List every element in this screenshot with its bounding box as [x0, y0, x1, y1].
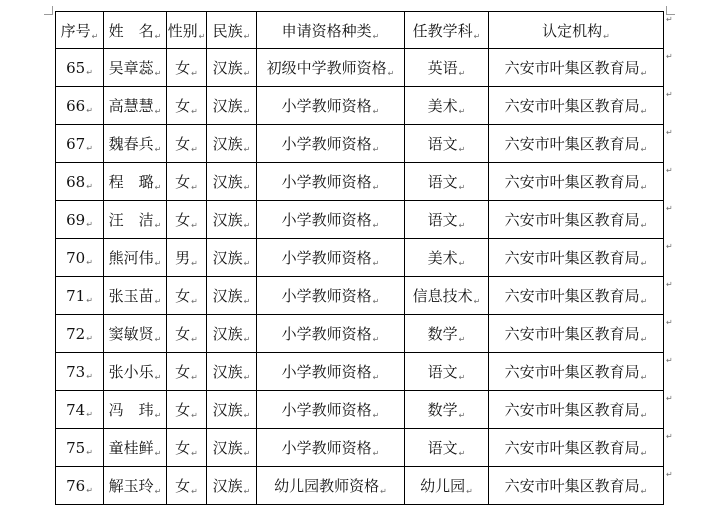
- paragraph-mark: ↵: [154, 69, 162, 78]
- cell-gender: [167, 429, 207, 467]
- cell-subject-text: 美术: [427, 249, 458, 267]
- paragraph-mark: ↵: [640, 487, 648, 496]
- paragraph-mark: ↵: [86, 181, 93, 191]
- row-end-mark: ↵: [666, 470, 673, 479]
- cell-certifying-body: [489, 353, 664, 391]
- cell-certifying-body-text: 六安市叶集区教育局: [504, 363, 640, 381]
- paragraph-mark: ↵: [372, 297, 380, 306]
- cell-gender: [167, 239, 207, 277]
- paragraph-mark: ↵: [243, 297, 251, 306]
- cell-qualification-type-text: 小学教师资格: [281, 173, 372, 191]
- paragraph-mark: ↵: [458, 449, 466, 458]
- paragraph-mark: ↵: [154, 449, 162, 458]
- paragraph-mark: ↵: [191, 145, 198, 154]
- cell-subject: [405, 125, 489, 163]
- cell-ethnicity: [207, 277, 257, 315]
- cell-gender-text: 女: [175, 173, 191, 191]
- paragraph-mark: ↵: [458, 373, 466, 382]
- cell-certifying-body: [489, 467, 664, 505]
- cell-ethnicity-text: 汉族: [212, 401, 243, 419]
- cell-gender: [167, 391, 207, 429]
- table-row: [56, 87, 664, 125]
- row-end-mark: ↵: [666, 90, 673, 99]
- cell-certifying-body: [489, 277, 664, 315]
- cell-certifying-body-text: 六安市叶集区教育局: [504, 59, 640, 77]
- cell-qualification-type-text: 小学教师资格: [281, 439, 372, 457]
- cell-gender-text: 女: [175, 401, 191, 419]
- cell-gender-text: 女: [175, 363, 191, 381]
- table-row: [56, 353, 664, 391]
- cell-qualification-type-text: 小学教师资格: [281, 363, 372, 381]
- cell-name-text: 程 璐: [108, 173, 154, 191]
- cell-certifying-body-text: 六安市叶集区教育局: [504, 477, 640, 495]
- paragraph-mark: ↵: [86, 447, 93, 457]
- paragraph-mark: ↵: [640, 449, 648, 458]
- cell-name-text: 熊河伟: [108, 249, 154, 267]
- cell-qualification-type: [257, 163, 405, 201]
- header-name: 姓 名↵: [104, 12, 167, 49]
- cell-subject-text: 美术: [427, 97, 458, 115]
- paragraph-mark: ↵: [243, 449, 251, 458]
- cell-qualification-type: [257, 391, 405, 429]
- paragraph-mark: ↵: [191, 107, 198, 116]
- cell-gender: [167, 467, 207, 505]
- row-end-mark: ↵: [666, 356, 673, 365]
- cell-name-text: 冯 玮: [108, 401, 154, 419]
- cell-number: [56, 163, 104, 201]
- header-gender: 性别↵: [167, 12, 207, 49]
- paragraph-mark: ↵: [191, 69, 198, 78]
- paragraph-mark: ↵: [372, 373, 380, 382]
- cell-gender: [167, 353, 207, 391]
- table-header-row: [56, 12, 664, 49]
- table-row: [56, 277, 664, 315]
- cell-gender: [167, 87, 207, 125]
- cell-certifying-body-text: 六安市叶集区教育局: [504, 325, 640, 343]
- paragraph-mark: ↵: [191, 411, 198, 420]
- row-end-mark: ↵: [666, 204, 673, 213]
- cell-subject-text: 语文: [427, 173, 458, 191]
- cell-name-text: 高慧慧: [108, 97, 154, 115]
- paragraph-mark: ↵: [243, 259, 251, 268]
- cell-ethnicity-text: 汉族: [212, 363, 243, 381]
- cell-ethnicity: [207, 467, 257, 505]
- cell-gender-text: 女: [175, 211, 191, 229]
- cell-ethnicity-text: 汉族: [212, 325, 243, 343]
- cell-certifying-body-text: 六安市叶集区教育局: [504, 287, 640, 305]
- cell-certifying-body: [489, 429, 664, 467]
- header-qualification-type: 申请资格种类↵: [257, 12, 405, 49]
- cell-qualification-type: [257, 49, 405, 87]
- paragraph-mark: ↵: [243, 69, 251, 78]
- paragraph-mark: ↵: [640, 183, 648, 192]
- cell-subject-text: 语文: [427, 135, 458, 153]
- cell-subject-text: 语文: [427, 363, 458, 381]
- cell-certifying-body: [489, 49, 664, 87]
- cell-subject: [405, 277, 489, 315]
- paragraph-mark: ↵: [640, 411, 648, 420]
- paragraph-mark: ↵: [191, 335, 198, 344]
- cell-gender-text: 男: [175, 249, 191, 267]
- cell-number: [56, 201, 104, 239]
- cell-qualification-type-text: 初级中学教师资格: [266, 59, 387, 77]
- header-ethnicity: 民族↵: [207, 12, 257, 49]
- paragraph-mark: ↵: [640, 297, 648, 306]
- cell-certifying-body: [489, 201, 664, 239]
- cell-subject: [405, 467, 489, 505]
- cell-ethnicity-text: 汉族: [212, 477, 243, 495]
- cell-ethnicity: [207, 429, 257, 467]
- cell-gender-text: 女: [175, 59, 191, 77]
- paragraph-mark: ↵: [86, 485, 93, 495]
- cell-ethnicity-text: 汉族: [212, 173, 243, 191]
- cell-number-text: 72: [66, 324, 86, 343]
- cell-subject-text: 语文: [427, 439, 458, 457]
- cell-qualification-type-text: 小学教师资格: [281, 287, 372, 305]
- paragraph-mark: ↵: [372, 335, 380, 344]
- table-row: [56, 467, 664, 505]
- cell-subject-text: 数学: [427, 325, 458, 343]
- cell-name-text: 魏春兵: [108, 135, 154, 153]
- header-subject: 任教学科↵: [405, 12, 489, 49]
- paragraph-mark: ↵: [86, 371, 93, 381]
- cell-ethnicity: [207, 315, 257, 353]
- paragraph-mark: ↵: [640, 335, 648, 344]
- cell-subject-text: 数学: [427, 401, 458, 419]
- cell-number: [56, 239, 104, 277]
- cell-gender: [167, 201, 207, 239]
- cell-gender-text: 女: [175, 477, 191, 495]
- cell-qualification-type-text: 小学教师资格: [281, 97, 372, 115]
- cell-subject: [405, 49, 489, 87]
- paragraph-mark: ↵: [640, 221, 648, 230]
- paragraph-mark: ↵: [243, 411, 251, 420]
- cell-qualification-type: [257, 201, 405, 239]
- paragraph-mark: ↵: [473, 297, 481, 306]
- cell-name-text: 吴章蕊: [108, 59, 154, 77]
- cell-subject-text: 语文: [427, 211, 458, 229]
- cell-certifying-body-text: 六安市叶集区教育局: [504, 249, 640, 267]
- paragraph-mark: ↵: [154, 221, 162, 230]
- paragraph-mark: ↵: [372, 145, 380, 154]
- cell-ethnicity: [207, 353, 257, 391]
- paragraph-mark: ↵: [86, 105, 93, 115]
- cell-certifying-body: [489, 163, 664, 201]
- cell-number-text: 73: [66, 362, 86, 381]
- cell-qualification-type: [257, 125, 405, 163]
- paragraph-mark: ↵: [640, 69, 648, 78]
- paragraph-mark: ↵: [243, 145, 251, 154]
- paragraph-mark: ↵: [640, 373, 648, 382]
- cell-subject: [405, 201, 489, 239]
- cell-name: [104, 125, 167, 163]
- cell-name: [104, 315, 167, 353]
- page-corner-mark-right: [666, 6, 675, 15]
- cell-number: [56, 315, 104, 353]
- cell-number-text: 75: [66, 438, 86, 457]
- cell-number-text: 67: [66, 134, 86, 153]
- cell-name-text: 童桂鲜: [108, 439, 154, 457]
- cell-qualification-type: [257, 277, 405, 315]
- cell-gender: [167, 277, 207, 315]
- cell-name-text: 张小乐: [108, 363, 154, 381]
- cell-qualification-type-text: 小学教师资格: [281, 249, 372, 267]
- cell-certifying-body: [489, 391, 664, 429]
- cell-ethnicity: [207, 87, 257, 125]
- paragraph-mark: ↵: [243, 487, 251, 496]
- cell-qualification-type: [257, 239, 405, 277]
- paragraph-mark: ↵: [86, 333, 93, 343]
- row-end-mark: ↵: [666, 166, 673, 175]
- cell-number-text: 76: [66, 476, 86, 495]
- cell-number-text: 66: [66, 96, 86, 115]
- paragraph-mark: ↵: [466, 487, 473, 496]
- cell-number-text: 70: [66, 248, 86, 267]
- row-end-mark: ↵: [666, 432, 673, 441]
- cell-ethnicity-text: 汉族: [212, 287, 243, 305]
- cell-certifying-body-text: 六安市叶集区教育局: [504, 211, 640, 229]
- paragraph-mark: ↵: [243, 221, 251, 230]
- cell-qualification-type-text: 小学教师资格: [281, 211, 372, 229]
- row-end-mark: ↵: [666, 15, 673, 24]
- cell-ethnicity: [207, 391, 257, 429]
- paragraph-mark: ↵: [154, 145, 162, 154]
- cell-ethnicity: [207, 201, 257, 239]
- paragraph-mark: ↵: [191, 487, 198, 496]
- paragraph-mark: ↵: [372, 183, 380, 192]
- paragraph-mark: ↵: [86, 295, 93, 305]
- cell-name-text: 汪 洁: [108, 211, 154, 229]
- table-row: [56, 201, 664, 239]
- paragraph-mark: ↵: [372, 259, 380, 268]
- cell-gender: [167, 163, 207, 201]
- cell-ethnicity-text: 汉族: [212, 59, 243, 77]
- paragraph-mark: ↵: [154, 297, 162, 306]
- header-certifying-body: 认定机构↵: [489, 12, 664, 49]
- cell-certifying-body-text: 六安市叶集区教育局: [504, 439, 640, 457]
- cell-number: [56, 277, 104, 315]
- paragraph-mark: ↵: [387, 69, 395, 78]
- cell-qualification-type-text: 小学教师资格: [281, 401, 372, 419]
- paragraph-mark: ↵: [154, 259, 162, 268]
- row-end-mark: ↵: [666, 394, 673, 403]
- cell-subject: [405, 163, 489, 201]
- paragraph-mark: ↵: [458, 69, 466, 78]
- paragraph-mark: ↵: [191, 221, 198, 230]
- cell-number: [56, 87, 104, 125]
- cell-ethnicity-text: 汉族: [212, 135, 243, 153]
- paragraph-mark: ↵: [372, 107, 380, 116]
- cell-gender-text: 女: [175, 97, 191, 115]
- paragraph-mark: ↵: [458, 335, 466, 344]
- cell-ethnicity: [207, 49, 257, 87]
- cell-gender-text: 女: [175, 287, 191, 305]
- cell-gender: [167, 49, 207, 87]
- paragraph-mark: ↵: [86, 67, 93, 77]
- paragraph-mark: ↵: [640, 107, 648, 116]
- table-row: [56, 429, 664, 467]
- paragraph-mark: ↵: [86, 409, 93, 419]
- cell-name: [104, 49, 167, 87]
- paragraph-mark: ↵: [191, 183, 198, 192]
- row-end-mark: ↵: [666, 52, 673, 61]
- paragraph-mark: ↵: [154, 373, 162, 382]
- cell-qualification-type: [257, 353, 405, 391]
- paragraph-mark: ↵: [86, 257, 93, 267]
- table-row: [56, 239, 664, 277]
- paragraph-mark: ↵: [458, 107, 466, 116]
- paragraph-mark: ↵: [243, 107, 251, 116]
- table-row: [56, 315, 664, 353]
- paragraph-mark: ↵: [191, 373, 198, 382]
- cell-name: [104, 429, 167, 467]
- cell-certifying-body-text: 六安市叶集区教育局: [504, 401, 640, 419]
- cell-ethnicity: [207, 163, 257, 201]
- cell-subject: [405, 315, 489, 353]
- paragraph-mark: ↵: [458, 411, 466, 420]
- cell-certifying-body-text: 六安市叶集区教育局: [504, 135, 640, 153]
- paragraph-mark: ↵: [191, 297, 198, 306]
- paragraph-mark: ↵: [640, 259, 648, 268]
- cell-number: [56, 429, 104, 467]
- cell-ethnicity: [207, 125, 257, 163]
- cell-gender: [167, 315, 207, 353]
- cell-gender-text: 女: [175, 439, 191, 457]
- paragraph-mark: ↵: [154, 183, 162, 192]
- cell-number-text: 71: [66, 286, 86, 305]
- table-row: [56, 49, 664, 87]
- cell-certifying-body: [489, 125, 664, 163]
- cell-ethnicity-text: 汉族: [212, 211, 243, 229]
- paragraph-mark: ↵: [154, 107, 162, 116]
- cell-qualification-type: [257, 429, 405, 467]
- cell-qualification-type-text: 幼儿园教师资格: [274, 477, 380, 495]
- cell-subject: [405, 239, 489, 277]
- cell-certifying-body-text: 六安市叶集区教育局: [504, 97, 640, 115]
- row-end-mark: ↵: [666, 242, 673, 251]
- row-end-mark: ↵: [666, 280, 673, 289]
- paragraph-mark: ↵: [372, 449, 380, 458]
- page-corner-mark-left: [44, 6, 53, 15]
- cell-subject: [405, 391, 489, 429]
- cell-certifying-body: [489, 239, 664, 277]
- cell-certifying-body: [489, 87, 664, 125]
- cell-qualification-type-text: 小学教师资格: [281, 325, 372, 343]
- cell-name: [104, 277, 167, 315]
- paragraph-mark: ↵: [243, 335, 251, 344]
- cell-certifying-body-text: 六安市叶集区教育局: [504, 173, 640, 191]
- paragraph-mark: ↵: [458, 145, 466, 154]
- cell-number-text: 65: [66, 58, 86, 77]
- cell-ethnicity-text: 汉族: [212, 439, 243, 457]
- cell-gender-text: 女: [175, 135, 191, 153]
- cell-qualification-type: [257, 467, 405, 505]
- paragraph-mark: ↵: [458, 259, 466, 268]
- table-row: [56, 125, 664, 163]
- paragraph-mark: ↵: [86, 219, 93, 229]
- cell-name: [104, 467, 167, 505]
- cell-qualification-type: [257, 87, 405, 125]
- cell-name: [104, 163, 167, 201]
- table-row: [56, 163, 664, 201]
- cell-name: [104, 239, 167, 277]
- paragraph-mark: ↵: [640, 145, 648, 154]
- document-page: [55, 11, 663, 507]
- cell-subject: [405, 87, 489, 125]
- header-number: 序号↵: [56, 12, 104, 49]
- paragraph-mark: ↵: [458, 221, 466, 230]
- paragraph-mark: ↵: [154, 411, 162, 420]
- cell-number-text: 74: [66, 400, 86, 419]
- cell-subject: [405, 429, 489, 467]
- cell-subject-text: 英语: [427, 59, 458, 77]
- paragraph-mark: ↵: [458, 183, 466, 192]
- paragraph-mark: ↵: [243, 373, 251, 382]
- paragraph-mark: ↵: [372, 411, 380, 420]
- cell-name: [104, 87, 167, 125]
- cell-ethnicity-text: 汉族: [212, 249, 243, 267]
- cell-number: [56, 49, 104, 87]
- table-row: [56, 391, 664, 429]
- paragraph-mark: ↵: [86, 143, 93, 153]
- row-end-mark: ↵: [666, 128, 673, 137]
- cell-name-text: 张玉苗: [108, 287, 154, 305]
- cell-ethnicity-text: 汉族: [212, 97, 243, 115]
- paragraph-mark: ↵: [380, 487, 387, 496]
- cell-number-text: 68: [66, 172, 86, 191]
- paragraph-mark: ↵: [191, 259, 198, 268]
- cell-subject-text: 幼儿园: [420, 477, 466, 495]
- cell-number: [56, 353, 104, 391]
- paragraph-mark: ↵: [243, 183, 251, 192]
- cell-subject-text: 信息技术: [412, 287, 473, 305]
- paragraph-mark: ↵: [372, 221, 380, 230]
- cell-name-text: 解玉玲: [108, 477, 154, 495]
- cell-gender-text: 女: [175, 325, 191, 343]
- cell-ethnicity: [207, 239, 257, 277]
- cell-subject: [405, 353, 489, 391]
- cell-name: [104, 391, 167, 429]
- cell-name: [104, 353, 167, 391]
- cell-number: [56, 391, 104, 429]
- cell-qualification-type: [257, 315, 405, 353]
- cell-number: [56, 125, 104, 163]
- row-end-mark: ↵: [666, 318, 673, 327]
- paragraph-mark: ↵: [154, 487, 162, 496]
- teacher-qualification-table: [55, 11, 664, 505]
- cell-number-text: 69: [66, 210, 86, 229]
- cell-certifying-body: [489, 315, 664, 353]
- paragraph-mark: ↵: [154, 335, 162, 344]
- cell-gender: [167, 125, 207, 163]
- cell-qualification-type-text: 小学教师资格: [281, 135, 372, 153]
- paragraph-mark: ↵: [191, 449, 198, 458]
- cell-number: [56, 467, 104, 505]
- cell-name: [104, 201, 167, 239]
- cell-name-text: 窦敏贤: [108, 325, 154, 343]
